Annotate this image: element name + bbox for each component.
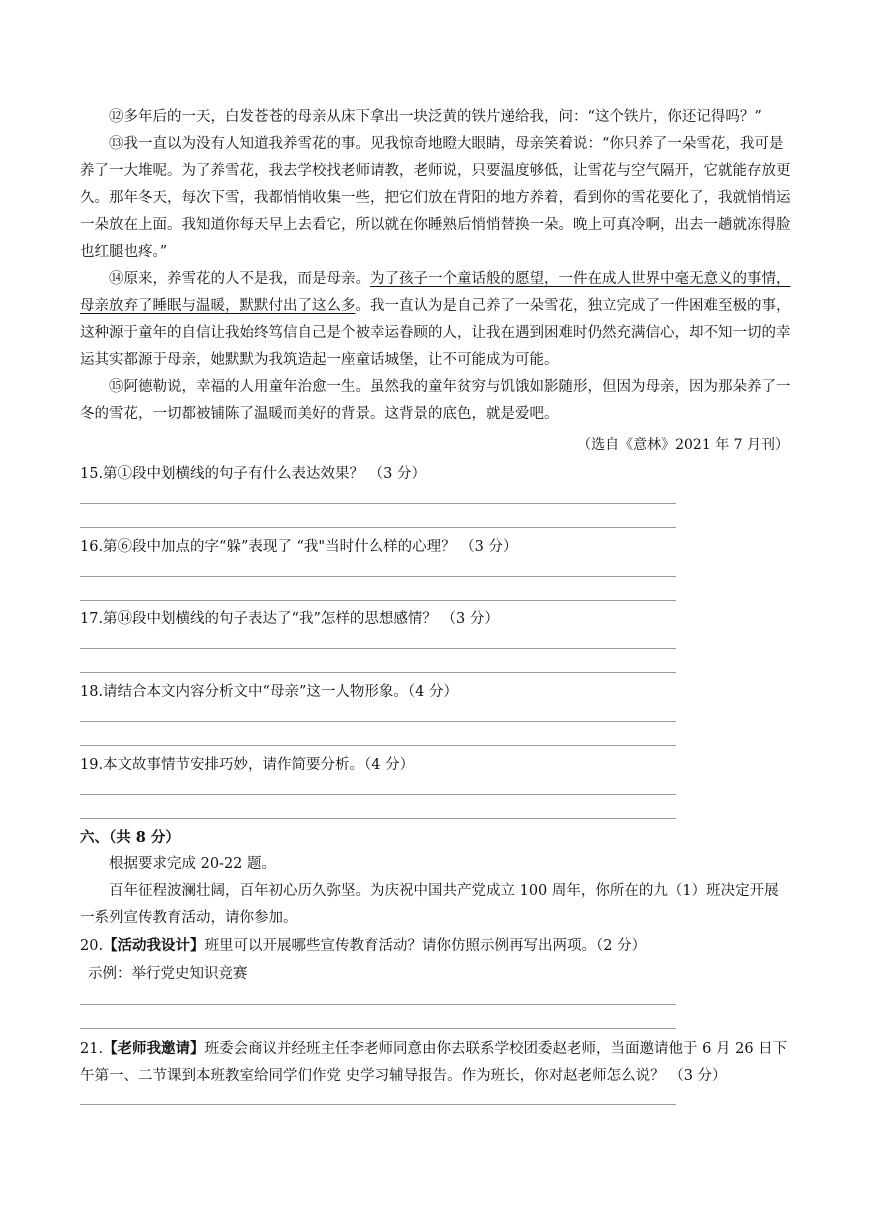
paragraph-14 <box>80 266 792 374</box>
question-21 <box>80 1035 792 1090</box>
question-20-example: 示例：举行党史知识竞赛 <box>88 966 248 982</box>
question-21-text: 班委会商议并经班主任李老师同意由你去联系学校团委赵老师，当面邀请他于 6 月 26 日下午第一、二节课到本班教室给同学们作党 史学习辅导报告。作为班长，你对赵老师怎么说？ （3 分） <box>80 1041 788 1084</box>
answer-line[interactable] <box>80 576 676 577</box>
answer-line[interactable] <box>80 1004 676 1005</box>
question-18: 18.请结合本文内容分析文中“母亲”这一人物形象。（4 分） <box>80 684 458 700</box>
paragraph-14-start: ⑭原来，养雪花的人不是我，而是母亲。 <box>109 271 370 287</box>
question-20-number: 20. <box>80 938 104 954</box>
answer-line[interactable] <box>80 794 676 795</box>
question-20-text: 班里可以开展哪些宣传教育活动？请你仿照示例再写出两项。（2 分） <box>204 938 647 954</box>
answer-line[interactable] <box>80 818 676 819</box>
answer-line[interactable] <box>80 503 676 504</box>
question-19: 19.本文故事情节安排巧妙，请作简要分析。（4 分） <box>80 757 415 773</box>
answer-line[interactable] <box>80 672 676 673</box>
answer-line[interactable] <box>80 1104 676 1105</box>
paragraph-12: ⑫多年后的一天，白发苍苍的母亲从床下拿出一块泛黄的铁片递给我，问：“这个铁片，你还记得吗？” <box>109 109 762 125</box>
section-6-intro: 百年征程波澜壮阔，百年初心历久弥坚。为庆祝中国共产党成立 100 周年，你所在的九（1）班决定开展一系列宣传教育活动，请你参加。 <box>80 883 779 926</box>
question-20-tag: 【活动我设计】 <box>103 937 205 954</box>
answer-line[interactable] <box>80 745 676 746</box>
section-6-heading: 六、（共 8 分） <box>80 829 180 846</box>
paragraph-14-end: 。我一直认为是自己养了一朵雪花，独立完成了一件困难至极的事，这种源于童年的自信让我始终笃信自己是个被幸运眷顾的人，让我在遇到困难时仍然充满信心，却不知一切的幸运其实都源于母亲，她默默为我筑造起一座童话城堡，让不可能成为可能。 <box>80 298 791 368</box>
question-20 <box>80 936 646 956</box>
question-17: 17.第⑭段中划横线的句子表达了“我”怎样的思想感情？ （3 分） <box>80 611 499 627</box>
answer-line[interactable] <box>80 648 676 649</box>
answer-line[interactable] <box>80 527 676 528</box>
question-21-number: 21. <box>80 1041 104 1057</box>
answer-line[interactable] <box>80 600 676 601</box>
paragraph-15: ⑮阿德勒说，幸福的人用童年治愈一生。虽然我的童年贫穷与饥饿如影随形，但因为母亲，因为那朵养了一冬的雪花，一切都被铺陈了温暖而美好的背景。这背景的底色，就是爱吧。 <box>80 379 791 422</box>
source-citation: （选自《意林》2021 年 7 月刊） <box>577 437 789 453</box>
answer-line[interactable] <box>80 1028 676 1029</box>
answer-line[interactable] <box>80 721 676 722</box>
section-6-instruction: 根据要求完成 20-22 题。 <box>109 856 277 872</box>
underlined-sentence: 为了孩子一个童话般的愿望，一件在成人世界中毫无意义的事情，母亲放弃了睡眠与温暖，默默付出了这么多 <box>80 271 791 314</box>
question-21-tag: 【老师我邀请】 <box>103 1040 205 1057</box>
question-15: 15.第①段中划横线的句子有什么表达效果？ （3 分） <box>80 466 427 482</box>
paragraph-13: ⑬我一直以为没有人知道我养雪花的事。见我惊奇地瞪大眼睛，母亲笑着说：“你只养了一朵雪花，我可是养了一大堆呢。为了养雪花，我去学校找老师请教，老师说，只要温度够低，让雪花与空气隔开，它就能存放更久。那年冬天，每次下雪，我都悄悄收集一些，把它们放在背阳的地方养着，看到你的雪花要化了，我就悄悄运一朵放在上面。我知道你每天早上去看它，所以就在你睡熟后悄悄替换一朵。晚上可真冷啊，出去一趟就冻得脸也红腿也疼。” <box>80 136 791 260</box>
question-16: 16.第⑥段中加点的字“躲”表现了 “我"当时什么样的心理？ （3 分） <box>80 539 518 555</box>
